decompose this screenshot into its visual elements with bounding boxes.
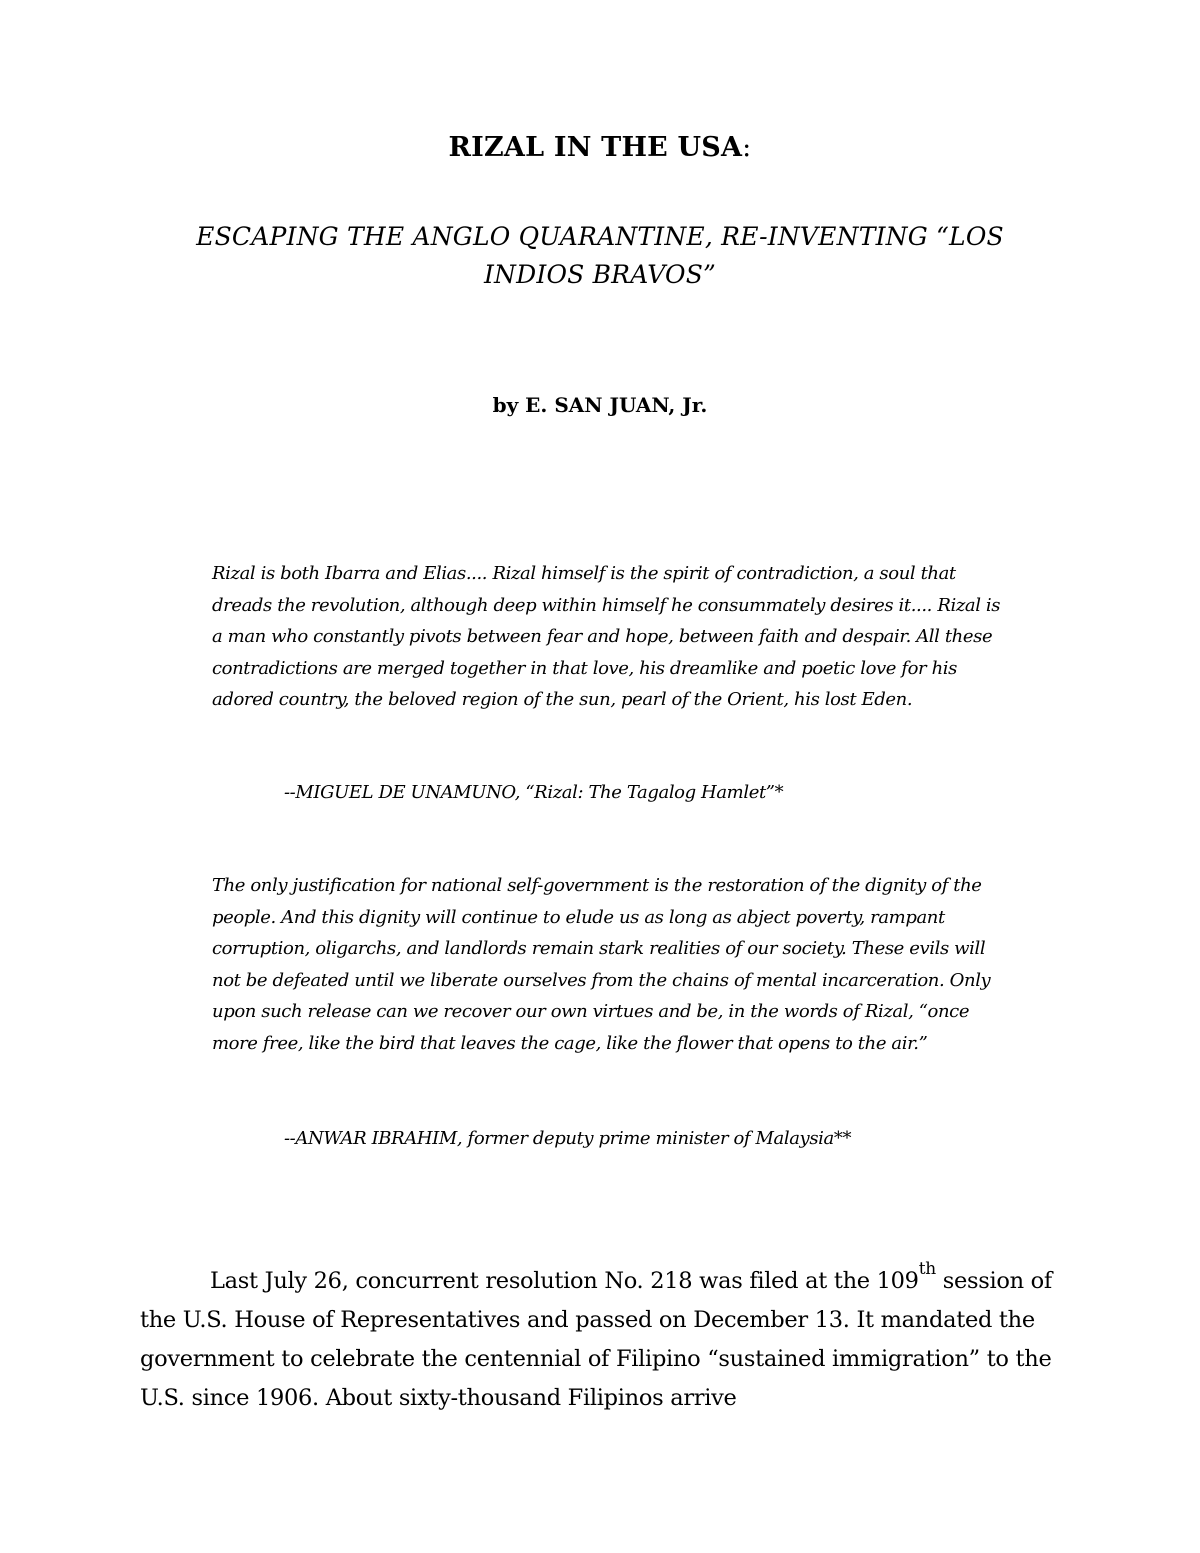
ordinal-superscript: th — [918, 1258, 936, 1279]
epigraph-attribution-unamuno: --MIGUEL DE UNAMUNO, “Rizal: The Tagalog Hamlet”* — [284, 782, 784, 803]
epigraph-quote-ibrahim: The only justification for national self-government is the restoration of the dignity of the people. And this dignity will continue to elude us as long as abject poverty, rampant corruption, oligarchs, and landlords remain stark realities of our society. These evils will not be defeated until we liberate ourselves from the chains of mental incarceration. Only upon such release can we recover our own virtues and be, in the words of Rizal, “once more free, like the bird that leaves the cage, like the flower that opens to the air.” — [212, 875, 991, 1054]
page-title — [0, 132, 1200, 163]
body-paragraph — [140, 1258, 1065, 1418]
subtitle-line-1: ESCAPING THE ANGLO QUARANTINE, RE-INVENTING “LOS — [196, 222, 1004, 251]
title-colon: : — [742, 132, 752, 163]
title-text: RIZAL IN THE USA — [448, 132, 743, 163]
page-subtitle — [130, 218, 1070, 294]
body-text-part-2: session of the U.S. House of Representatives and passed on December 13. It mandated the government to celebrate the centennial of Filipino “sustained immigration” to the U.S. since 1906. About sixty-thousand Filipinos arrive — [140, 1268, 1052, 1411]
epigraph-attribution-ibrahim: --ANWAR IBRAHIM, former deputy prime minister of Malaysia** — [284, 1128, 852, 1149]
epigraph-quote-unamuno: Rizal is both Ibarra and Elias.... Rizal himself is the spirit of contradiction, a soul that dreads the revolution, although deep within himself he consummately desires it.... Rizal is a man who constantly pivots between fear and hope, between faith and despair. All these contradictions are merged together in that love, his dreamlike and poetic love for his adored country, the beloved region of the sun, pearl of the Orient, his lost Eden. — [212, 563, 1001, 710]
body-text-part-1: Last July 26, concurrent resolution No. 218 was filed at the 109 — [210, 1268, 919, 1294]
author-byline: by E. SAN JUAN, Jr. — [492, 393, 708, 417]
subtitle-line-2: INDIOS BRAVOS” — [483, 260, 717, 289]
